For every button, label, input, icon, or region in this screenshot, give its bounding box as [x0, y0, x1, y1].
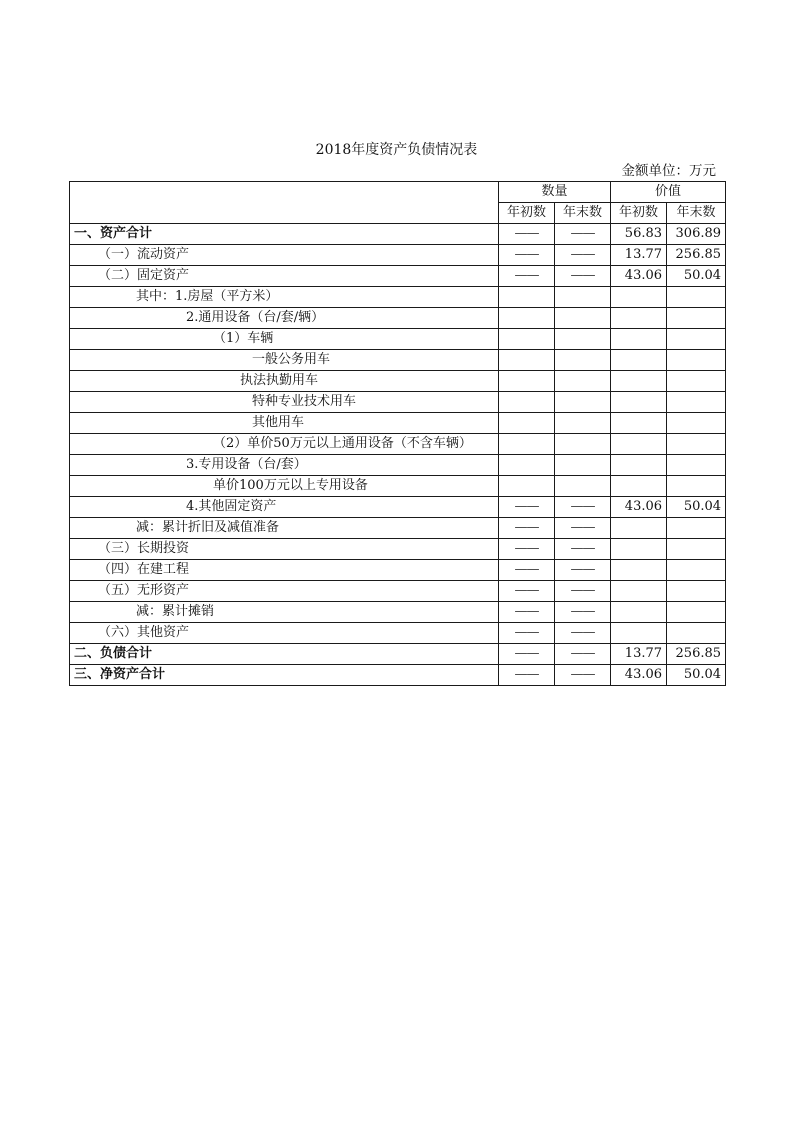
cell-value-end [667, 623, 726, 644]
cell-value-end [667, 539, 726, 560]
cell-value-end [667, 434, 726, 455]
cell-quantity-begin [499, 308, 555, 329]
cell-quantity-begin: —— [499, 560, 555, 581]
cell-quantity-end: —— [555, 560, 611, 581]
row-label: 一般公务用车 [70, 350, 499, 371]
cell-quantity-begin: —— [499, 581, 555, 602]
cell-quantity-begin [499, 287, 555, 308]
cell-value-end [667, 287, 726, 308]
table-row [70, 455, 726, 476]
table-row [70, 665, 726, 686]
cell-quantity-end [555, 329, 611, 350]
cell-quantity-end: —— [555, 266, 611, 287]
cell-quantity-begin [499, 329, 555, 350]
table-row [70, 623, 726, 644]
row-label: （一）流动资产 [70, 245, 499, 266]
row-label: 减：累计折旧及减值准备 [70, 518, 499, 539]
table-row [70, 497, 726, 518]
report-title: 2018年度资产负债情况表 [315, 142, 478, 158]
row-label: 特种专业技术用车 [70, 392, 499, 413]
cell-value-begin: 13.77 [611, 245, 667, 266]
cell-value-begin [611, 287, 667, 308]
table-row [70, 308, 726, 329]
cell-value-begin [611, 329, 667, 350]
cell-value-end [667, 329, 726, 350]
cell-value-begin [611, 623, 667, 644]
row-label: （1）车辆 [70, 329, 499, 350]
row-label: 4.其他固定资产 [70, 497, 499, 518]
cell-quantity-begin: —— [499, 518, 555, 539]
cell-quantity-end [555, 392, 611, 413]
row-label: 三、净资产合计 [70, 665, 499, 686]
amount-unit: 金额单位：万元 [621, 163, 716, 179]
cell-value-end [667, 518, 726, 539]
cell-quantity-end: —— [555, 623, 611, 644]
table-row [70, 434, 726, 455]
balance-sheet-table [69, 181, 726, 686]
cell-quantity-begin: —— [499, 224, 555, 245]
table-row [70, 560, 726, 581]
table-row [70, 581, 726, 602]
cell-value-begin [611, 392, 667, 413]
row-label: （四）在建工程 [70, 560, 499, 581]
row-label: 一、资产合计 [70, 224, 499, 245]
cell-value-begin [611, 518, 667, 539]
cell-quantity-begin: —— [499, 644, 555, 665]
table-row [70, 476, 726, 497]
table-row [70, 224, 726, 245]
header-value-end: 年末数 [667, 203, 726, 224]
row-label: 减：累计摊销 [70, 602, 499, 623]
cell-value-begin [611, 602, 667, 623]
cell-quantity-end: —— [555, 518, 611, 539]
cell-quantity-end [555, 476, 611, 497]
cell-quantity-end: —— [555, 539, 611, 560]
cell-quantity-begin: —— [499, 665, 555, 686]
cell-quantity-begin [499, 413, 555, 434]
cell-value-end: 306.89 [667, 224, 726, 245]
cell-value-end [667, 350, 726, 371]
header-row-1 [70, 182, 726, 203]
header-quantity-end: 年末数 [555, 203, 611, 224]
cell-value-begin [611, 371, 667, 392]
cell-value-begin: 13.77 [611, 644, 667, 665]
table-row [70, 371, 726, 392]
cell-value-end [667, 455, 726, 476]
cell-value-begin: 43.06 [611, 266, 667, 287]
header-quantity-begin: 年初数 [499, 203, 555, 224]
row-label: （五）无形资产 [70, 581, 499, 602]
cell-value-end: 50.04 [667, 665, 726, 686]
cell-value-begin: 56.83 [611, 224, 667, 245]
row-label: 执法执勤用车 [70, 371, 499, 392]
cell-quantity-end: —— [555, 602, 611, 623]
cell-quantity-end: —— [555, 581, 611, 602]
cell-value-begin [611, 476, 667, 497]
cell-quantity-end [555, 287, 611, 308]
cell-value-end [667, 560, 726, 581]
cell-quantity-begin [499, 392, 555, 413]
row-label: （2）单价50万元以上通用设备（不含车辆） [70, 434, 499, 455]
table-row [70, 266, 726, 287]
cell-value-begin [611, 308, 667, 329]
row-label: 3.专用设备（台/套） [70, 455, 499, 476]
table-row [70, 413, 726, 434]
cell-quantity-begin [499, 476, 555, 497]
cell-value-end [667, 392, 726, 413]
cell-quantity-begin [499, 455, 555, 476]
cell-value-end: 256.85 [667, 245, 726, 266]
header-quantity: 数量 [499, 182, 611, 203]
table-row [70, 602, 726, 623]
table-row [70, 329, 726, 350]
cell-quantity-end [555, 371, 611, 392]
row-label: 二、负债合计 [70, 644, 499, 665]
cell-quantity-end [555, 413, 611, 434]
row-label: （六）其他资产 [70, 623, 499, 644]
cell-value-begin: 43.06 [611, 665, 667, 686]
row-label: 其中：1.房屋（平方米） [70, 287, 499, 308]
cell-quantity-begin [499, 371, 555, 392]
cell-value-end [667, 371, 726, 392]
table-body [70, 224, 726, 686]
cell-value-begin [611, 581, 667, 602]
cell-quantity-end: —— [555, 497, 611, 518]
row-label: 单价100万元以上专用设备 [70, 476, 499, 497]
cell-quantity-end [555, 308, 611, 329]
cell-value-end [667, 602, 726, 623]
cell-value-end [667, 476, 726, 497]
row-label: 2.通用设备（台/套/辆） [70, 308, 499, 329]
cell-value-begin [611, 434, 667, 455]
cell-value-end: 50.04 [667, 497, 726, 518]
cell-quantity-end [555, 455, 611, 476]
cell-quantity-end [555, 350, 611, 371]
cell-quantity-begin: —— [499, 623, 555, 644]
header-value: 价值 [611, 182, 726, 203]
cell-quantity-end: —— [555, 224, 611, 245]
cell-quantity-end: —— [555, 245, 611, 266]
table-row [70, 518, 726, 539]
row-label: （二）固定资产 [70, 266, 499, 287]
header-item-blank [70, 182, 499, 224]
cell-quantity-begin: —— [499, 539, 555, 560]
cell-quantity-begin [499, 434, 555, 455]
cell-quantity-begin: —— [499, 602, 555, 623]
cell-quantity-end: —— [555, 665, 611, 686]
cell-value-begin: 43.06 [611, 497, 667, 518]
header-value-begin: 年初数 [611, 203, 667, 224]
cell-quantity-end: —— [555, 644, 611, 665]
row-label: （三）长期投资 [70, 539, 499, 560]
cell-value-end [667, 581, 726, 602]
cell-value-begin [611, 413, 667, 434]
cell-quantity-begin: —— [499, 497, 555, 518]
table-row [70, 392, 726, 413]
table-row [70, 539, 726, 560]
table-row [70, 350, 726, 371]
cell-quantity-begin: —— [499, 245, 555, 266]
cell-value-end [667, 308, 726, 329]
cell-value-end: 256.85 [667, 644, 726, 665]
table-row [70, 245, 726, 266]
cell-value-begin [611, 455, 667, 476]
cell-quantity-begin [499, 350, 555, 371]
cell-value-begin [611, 350, 667, 371]
cell-value-end: 50.04 [667, 266, 726, 287]
cell-quantity-begin: —— [499, 266, 555, 287]
cell-value-begin [611, 560, 667, 581]
cell-value-end [667, 413, 726, 434]
row-label: 其他用车 [70, 413, 499, 434]
table-row [70, 287, 726, 308]
cell-value-begin [611, 539, 667, 560]
cell-quantity-end [555, 434, 611, 455]
table-row [70, 644, 726, 665]
